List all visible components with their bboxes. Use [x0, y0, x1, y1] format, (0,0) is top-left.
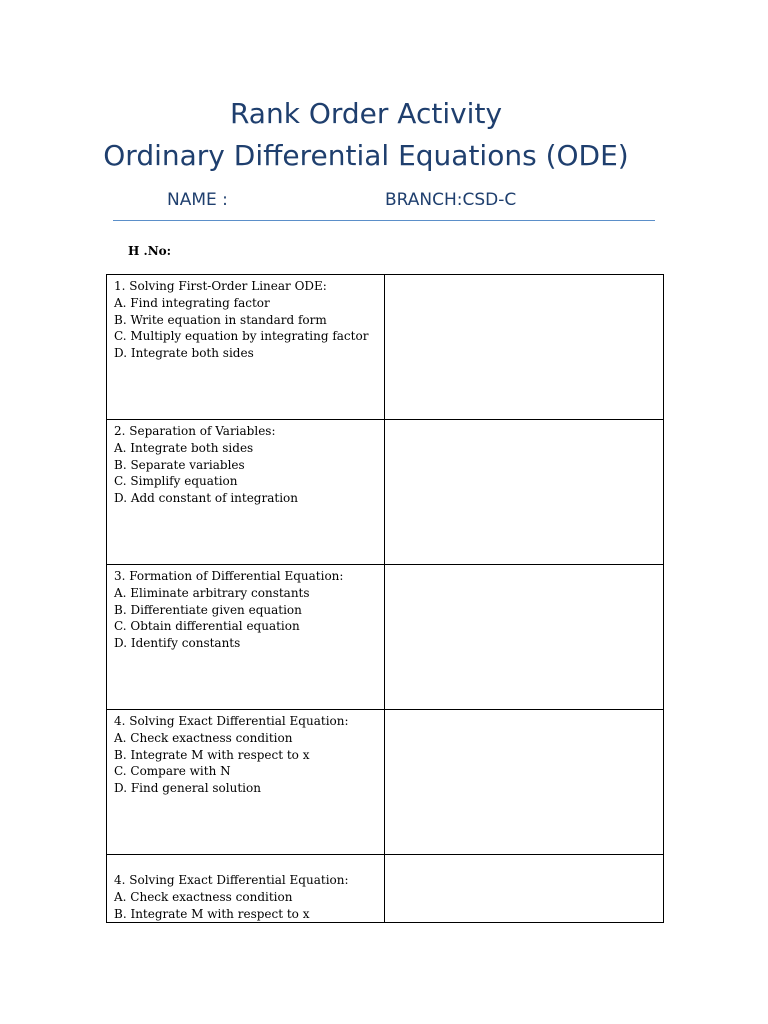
question-title: 1. Solving First-Order Linear ODE: [114, 279, 327, 293]
header-divider [113, 220, 655, 221]
option-c: C. Multiply equation by integrating factor [114, 329, 369, 344]
question-title: 2. Separation of Variables: [114, 424, 276, 438]
question-row [107, 275, 664, 420]
option-d: D. Integrate both sides [114, 346, 254, 361]
question-cell [107, 710, 385, 855]
option-b: B. Integrate M with respect to x [114, 747, 310, 762]
answer-cell[interactable] [385, 855, 664, 923]
question-row [107, 710, 664, 855]
option-a: A. Check exactness condition [114, 730, 293, 745]
option-a: A. Integrate both sides [114, 440, 254, 455]
option-b: B. Differentiate given equation [114, 602, 302, 617]
option-d: D. Add constant of integration [114, 491, 298, 506]
option-d: D. Find general solution [114, 781, 261, 796]
option-b: B. Separate variables [114, 457, 245, 472]
name-label: NAME : [167, 190, 228, 210]
question-title: 3. Formation of Differential Equation: [114, 569, 344, 583]
page-subtitle: Ordinary Differential Equations (ODE) [103, 139, 629, 172]
option-a: A. Check exactness condition [114, 889, 293, 904]
question-cell [107, 275, 385, 420]
answer-cell[interactable] [385, 275, 664, 420]
option-c: C. Obtain differential equation [114, 619, 300, 634]
question-row [107, 565, 664, 710]
question-cell [107, 855, 385, 923]
question-row [107, 420, 664, 565]
question-cell [107, 565, 385, 710]
question-cell [107, 420, 385, 565]
rank-order-table [106, 274, 664, 923]
answer-cell[interactable] [385, 565, 664, 710]
question-title: 4. Solving Exact Differential Equation: [114, 873, 349, 887]
hno-label: H .No: [128, 244, 172, 258]
option-b: B. Write equation in standard form [114, 312, 327, 327]
branch-label: BRANCH:CSD-C [385, 190, 517, 210]
option-d: D. Identify constants [114, 636, 241, 651]
question-row [107, 855, 664, 923]
answer-cell[interactable] [385, 710, 664, 855]
option-b: B. Integrate M with respect to x [114, 906, 310, 921]
option-c: C. Simplify equation [114, 474, 238, 489]
question-title: 4. Solving Exact Differential Equation: [114, 714, 349, 728]
option-c: C. Compare with N [114, 764, 231, 779]
answer-cell[interactable] [385, 420, 664, 565]
option-a: A. Eliminate arbitrary constants [114, 585, 310, 600]
option-a: A. Find integrating factor [114, 295, 270, 310]
page-title: Rank Order Activity [229, 97, 503, 130]
